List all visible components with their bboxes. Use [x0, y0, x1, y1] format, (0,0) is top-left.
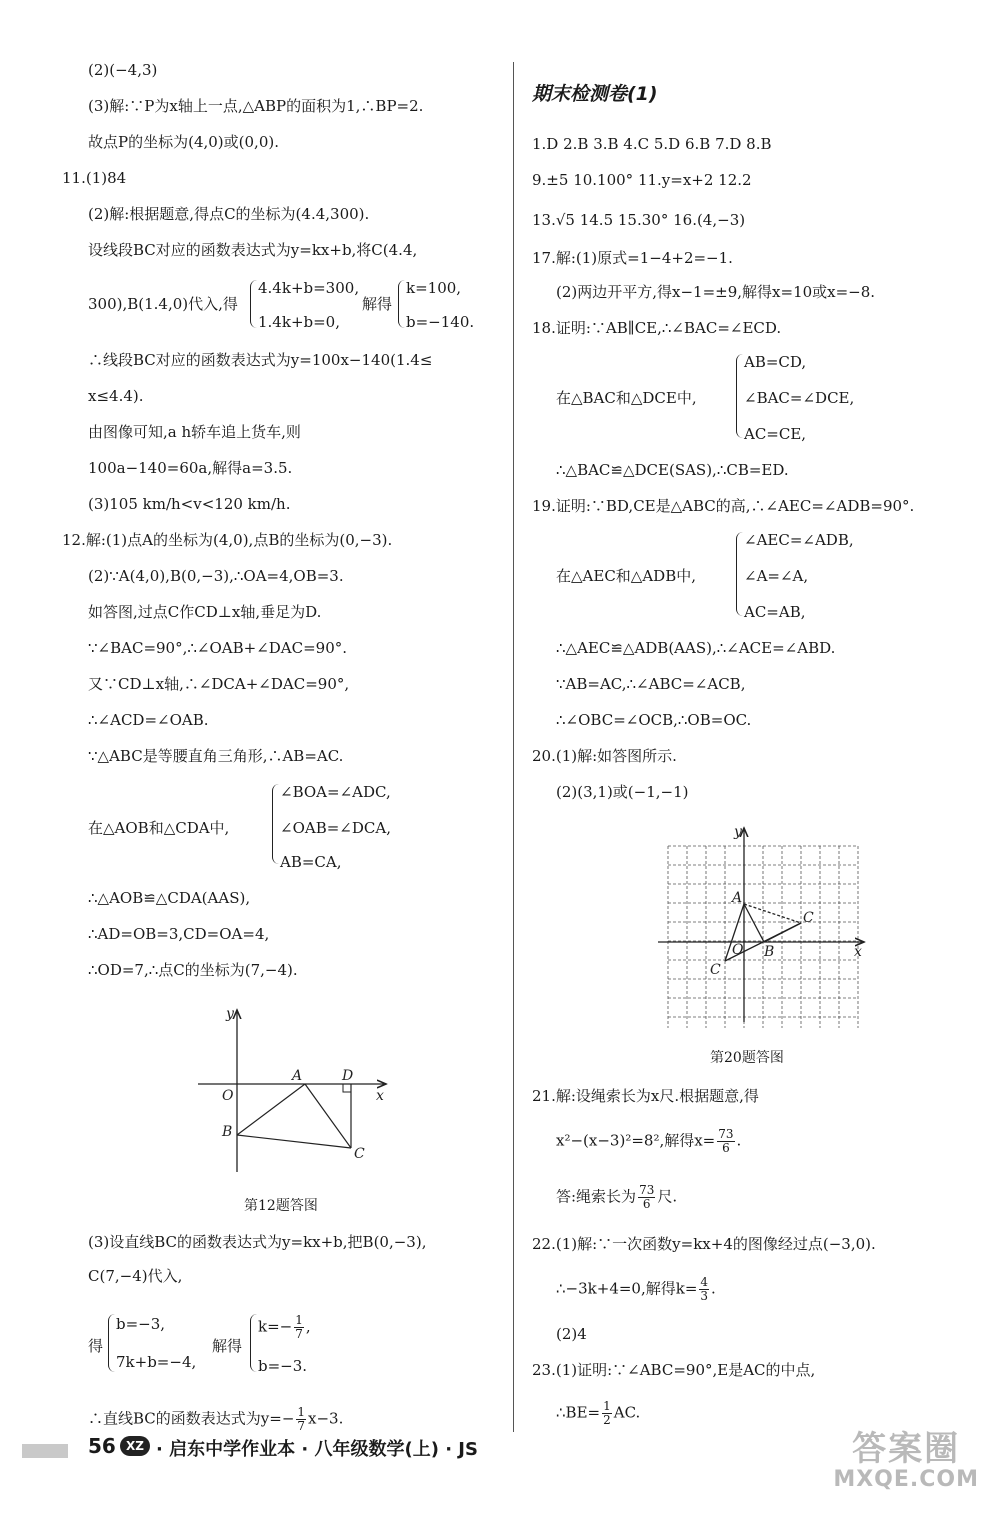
segment-BA — [237, 1084, 305, 1135]
book-title: · 启东中学作业本 · 八年级数学(上) · JS — [156, 1439, 478, 1460]
section-title: 期末检测卷(1) — [532, 83, 658, 105]
numerator: 1 — [295, 1313, 303, 1327]
equation: ∠AEC=∠ADB, — [744, 531, 854, 549]
text-line: ∴∠ACD=∠OAB. — [88, 711, 209, 729]
text-line: ∴OD=7,∴点C的坐标为(7,−4). — [88, 961, 298, 979]
denominator: 7 — [295, 1327, 303, 1341]
text-line: 解得 — [212, 1337, 243, 1355]
figure-caption: 第12题答图 — [244, 1198, 318, 1214]
denominator: 7 — [297, 1419, 306, 1433]
denominator: 6 — [722, 1141, 730, 1155]
equation: AB=CD, — [744, 353, 807, 371]
xz-badge: XZ — [120, 1436, 150, 1456]
equation-brace — [108, 1314, 115, 1372]
eq-part: ∴BE= — [556, 1403, 601, 1422]
fraction — [294, 1314, 304, 1341]
text-line: 20.(1)解:如答图所示. — [532, 747, 677, 765]
watermark-logo — [833, 1430, 979, 1492]
label-D: D — [342, 1068, 354, 1084]
equation: k=100, — [406, 279, 462, 297]
numerator: 73 — [718, 1127, 734, 1141]
label-x: x — [376, 1088, 384, 1104]
denominator: 6 — [642, 1197, 651, 1211]
figure-12-diagram — [190, 1000, 400, 1180]
text-line: (2)解:根据题意,得点C的坐标为(4.4,300). — [88, 205, 370, 223]
text-line: 19.证明:∵BD,CE是△ABC的高,∴∠AEC=∠ADB=90°. — [532, 497, 915, 515]
equation-brace — [272, 784, 279, 864]
label-C: C — [354, 1146, 365, 1162]
text-line: 23.(1)证明:∵∠ABC=90°,E是AC的中点, — [532, 1361, 816, 1379]
eq-part: ∴−3k+4=0,解得k= — [556, 1279, 698, 1298]
label-C-prime: C — [710, 962, 721, 978]
equation: AB=CA, — [280, 853, 342, 871]
fraction — [717, 1128, 734, 1155]
numerator: 1 — [297, 1405, 306, 1419]
text-line — [556, 1128, 741, 1155]
text-line: 如答图,过点C作CD⊥x轴,垂足为D. — [88, 603, 322, 621]
text-line — [556, 1276, 716, 1303]
fraction — [638, 1184, 655, 1211]
eq-part: . — [736, 1131, 742, 1150]
text-line: (2)(3,1)或(−1,−1) — [556, 783, 689, 801]
text-line: 解得 — [362, 295, 393, 313]
text-line: (2)∵A(4,0),B(0,−3),∴OA=4,OB=3. — [88, 567, 344, 585]
label-y: y — [226, 1006, 234, 1022]
eq-part: k=− — [258, 1317, 293, 1336]
text-line: 300),B(1.4,0)代入,得 — [88, 295, 238, 313]
text-line: ∴△AEC≌△ADB(AAS),∴∠ACE=∠ABD. — [556, 639, 836, 657]
text-line: 18.证明:∵AB∥CE,∴∠BAC=∠ECD. — [532, 319, 782, 337]
equation-brace — [736, 532, 743, 616]
footer-gray-bar — [22, 1444, 68, 1458]
text-line: ∵AB=AC,∴∠ABC=∠ACB, — [556, 675, 746, 693]
text-line: ∴∠OBC=∠OCB,∴OB=OC. — [556, 711, 752, 729]
equation-brace — [398, 280, 405, 328]
page-number: 56 — [88, 1434, 116, 1458]
fraction — [699, 1276, 709, 1303]
text-line: (2)(−4,3) — [88, 61, 158, 79]
fraction — [602, 1400, 612, 1427]
label-B: B — [764, 944, 775, 960]
text-line: ∴AD=OB=3,CD=OA=4, — [88, 925, 270, 943]
text-line: 1.D 2.B 3.B 4.C 5.D 6.B 7.D 8.B — [532, 135, 772, 153]
column-divider — [513, 62, 514, 1432]
fraction — [296, 1406, 306, 1433]
label-C: C — [803, 910, 814, 926]
text-line: 9.±5 10.100° 11.y=x+2 12.2 — [532, 171, 752, 189]
label-y: y — [734, 824, 742, 840]
eq-part: x²−(x−3)²=8²,解得x= — [556, 1131, 716, 1150]
equation: AC=CE, — [744, 425, 807, 443]
label-x: x — [854, 944, 862, 960]
watermark-text: 答案圈 — [852, 1429, 961, 1469]
label-O: O — [222, 1088, 234, 1104]
text-line: 17.解:(1)原式=1−4+2=−1. — [532, 249, 733, 267]
text-line: 又∵CD⊥x轴,∴∠DCA+∠DAC=90°, — [88, 675, 350, 693]
equation-brace — [250, 1314, 257, 1372]
text-line: 得 — [88, 1337, 104, 1355]
equation: b=−3, — [116, 1315, 166, 1333]
text-line: ∵△ABC是等腰直角三角形,∴AB=AC. — [88, 747, 344, 765]
numerator: 4 — [700, 1275, 709, 1289]
text-line: (3)105 km/h<v<120 km/h. — [88, 495, 291, 513]
equation: 1.4k+b=0, — [258, 313, 340, 331]
equation: AC=AB, — [744, 603, 806, 621]
text-line: C(7,−4)代入, — [88, 1267, 183, 1285]
right-angle-mark — [343, 1084, 351, 1092]
figure-20-grid-diagram — [652, 822, 874, 1028]
text-line — [88, 1406, 343, 1433]
text-line — [556, 1400, 640, 1427]
equation: ∠A=∠A, — [744, 567, 809, 585]
text-line: 在△BAC和△DCE中, — [556, 389, 697, 407]
text-line: 13.√5 14.5 15.30° 16.(4,−3) — [532, 211, 746, 229]
text-line: 在△AEC和△ADB中, — [556, 567, 696, 585]
denominator: 2 — [603, 1413, 611, 1427]
eq-part: , — [305, 1317, 311, 1336]
label-B: B — [222, 1124, 233, 1140]
equation-brace — [250, 280, 257, 328]
text-line: ∴线段BC对应的函数表达式为y=100x−140(1.4≤ — [88, 351, 433, 369]
text-line: 故点P的坐标为(4,0)或(0,0). — [88, 133, 279, 151]
text-line — [556, 1184, 677, 1211]
text-line: ∴△BAC≌△DCE(SAS),∴CB=ED. — [556, 461, 789, 479]
numerator: 1 — [603, 1399, 611, 1413]
equation: ∠BOA=∠ADC, — [280, 783, 391, 801]
equation: ∠OAB=∠DCA, — [280, 819, 391, 837]
text-line: 12.解:(1)点A的坐标为(4,0),点B的坐标为(0,−3). — [62, 531, 393, 549]
text-line: 11.(1)84 — [62, 169, 127, 187]
equation — [258, 1314, 311, 1341]
numerator: 73 — [639, 1183, 655, 1197]
eq-part: . — [711, 1279, 716, 1298]
eq-part: x−3. — [308, 1409, 344, 1428]
label-A: A — [292, 1068, 303, 1084]
equation: ∠BAC=∠DCE, — [744, 389, 855, 407]
eq-part: 尺. — [657, 1187, 678, 1206]
text-line: 设线段BC对应的函数表达式为y=kx+b,将C(4.4, — [88, 241, 418, 259]
figure-caption: 第20题答图 — [710, 1050, 784, 1066]
text-line: 22.(1)解:∵一次函数y=kx+4的图像经过点(−3,0). — [532, 1235, 876, 1253]
watermark-url: MXQE.COM — [833, 1467, 979, 1492]
dashed-grid — [668, 846, 858, 1028]
equation-brace — [736, 354, 743, 438]
text-line: (3)设直线BC的函数表达式为y=kx+b,把B(0,−3), — [88, 1233, 427, 1251]
equation: b=−140. — [406, 313, 475, 331]
equation: b=−3. — [258, 1357, 308, 1375]
segment-BC — [237, 1135, 351, 1148]
text-line: 21.解:设绳索长为x尺.根据题意,得 — [532, 1087, 759, 1105]
text-line: ∵∠BAC=90°,∴∠OAB+∠DAC=90°. — [88, 639, 348, 657]
text-line: 100a−140=60a,解得a=3.5. — [88, 459, 293, 477]
text-line: (3)解:∵P为x轴上一点,△ABP的面积为1,∴BP=2. — [88, 97, 424, 115]
text-line: (2)两边开平方,得x−1=±9,解得x=10或x=−8. — [556, 283, 876, 301]
equation: 4.4k+b=300, — [258, 279, 360, 297]
text-line: (2)4 — [556, 1325, 587, 1343]
text-line: ∴△AOB≌△CDA(AAS), — [88, 889, 251, 907]
text-line: 在△AOB和△CDA中, — [88, 819, 230, 837]
segment-AC — [305, 1084, 351, 1148]
denominator: 3 — [700, 1289, 709, 1303]
eq-part: AC. — [613, 1403, 641, 1422]
page-footer — [0, 1429, 997, 1492]
label-A: A — [732, 890, 743, 906]
label-O: O — [732, 942, 744, 958]
text-line: x≤4.4). — [88, 387, 144, 405]
eq-part: ∴直线BC的函数表达式为y=− — [88, 1409, 295, 1428]
eq-part: 答:绳索长为 — [556, 1187, 637, 1206]
text-line: 由图像可知,a h轿车追上货车,则 — [88, 423, 301, 441]
equation: 7k+b=−4, — [116, 1353, 197, 1371]
